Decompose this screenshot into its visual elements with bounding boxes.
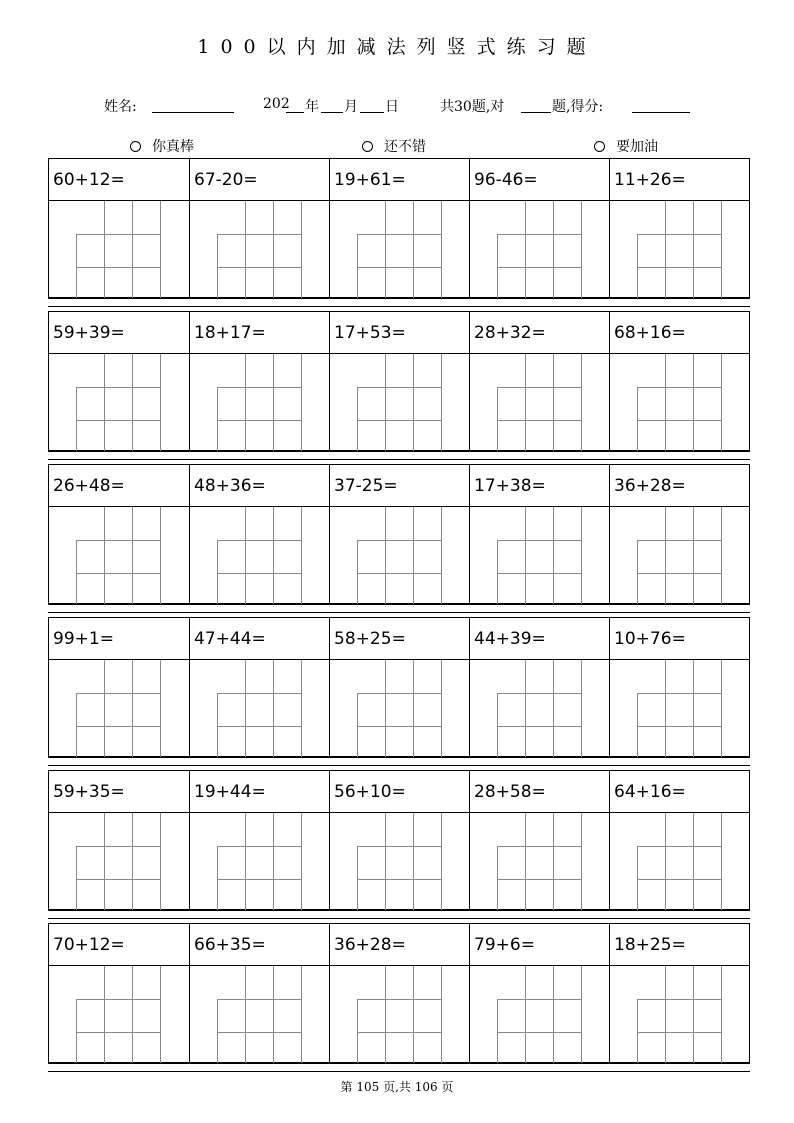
answer-grid[interactable] [76, 354, 160, 452]
problem-cell [189, 618, 329, 756]
grid-line [385, 201, 386, 299]
equation-text: 17+53= [330, 312, 469, 354]
answer-grid[interactable] [76, 660, 160, 758]
grid-line [581, 201, 582, 299]
grid-line [217, 693, 301, 694]
grid-line [160, 354, 161, 452]
grid-line [497, 1032, 581, 1033]
answer-grid[interactable] [76, 507, 160, 605]
problem-row [48, 923, 750, 1063]
grid-line [76, 420, 160, 421]
grid-line [721, 660, 722, 758]
equation-text: 48+36= [190, 465, 329, 507]
grid-line [76, 267, 160, 268]
grid-line [441, 201, 442, 299]
grid-line [497, 879, 581, 880]
grid-line [245, 813, 246, 911]
grid-line [637, 267, 721, 268]
radio-circle-icon[interactable] [362, 141, 373, 152]
grid-line [525, 660, 526, 758]
month-field[interactable] [321, 98, 343, 113]
grid-line [76, 726, 160, 727]
grid-line [497, 267, 581, 268]
grid-line [665, 201, 666, 299]
grid-line [160, 660, 161, 758]
grid-line [273, 660, 274, 758]
answer-grid[interactable] [357, 201, 441, 299]
grid-line [76, 573, 160, 574]
grid-line [525, 507, 526, 605]
grid-line [497, 693, 581, 694]
grid-line [581, 966, 582, 1064]
grid-line [665, 660, 666, 758]
grid-line [301, 507, 302, 605]
answer-grid[interactable] [497, 813, 581, 911]
grid-line [357, 693, 441, 694]
grid-line [637, 1032, 721, 1033]
problem-cell [609, 924, 749, 1062]
answer-grid[interactable] [637, 201, 721, 299]
equation-text: 67-20= [190, 159, 329, 201]
grid-line [357, 879, 441, 880]
grid-line [581, 660, 582, 758]
grid-line [413, 354, 414, 452]
grid-line [637, 879, 721, 880]
problem-cell [49, 312, 189, 450]
row-divider [48, 298, 750, 307]
problem-cell [469, 465, 609, 603]
answer-grid[interactable] [76, 966, 160, 1064]
grid-line [132, 354, 133, 452]
grid-line [357, 234, 441, 235]
grid-line [553, 354, 554, 452]
grid-line [76, 999, 160, 1000]
score-label: 题,得分: [552, 99, 604, 115]
answer-grid[interactable] [497, 201, 581, 299]
problem-cell [469, 618, 609, 756]
answer-grid[interactable] [217, 507, 301, 605]
problem-cell [609, 312, 749, 450]
equation-text: 66+35= [190, 924, 329, 966]
grid-line [273, 813, 274, 911]
equation-text: 36+28= [330, 924, 469, 966]
day-label: 日 [385, 99, 399, 115]
grid-line [217, 879, 301, 880]
grid-line [665, 966, 666, 1064]
grid-line [104, 966, 105, 1064]
answer-grid[interactable] [357, 660, 441, 758]
grid-line [245, 201, 246, 299]
answer-grid[interactable] [357, 813, 441, 911]
grid-line [553, 507, 554, 605]
grid-line [245, 507, 246, 605]
grid-line [637, 726, 721, 727]
problem-cell [469, 312, 609, 450]
rating-great[interactable] [130, 136, 194, 156]
grid-line [245, 354, 246, 452]
grid-line [525, 813, 526, 911]
name-field[interactable] [152, 98, 234, 113]
grid-line [665, 354, 666, 452]
equation-text: 68+16= [610, 312, 749, 354]
grid-line [217, 573, 301, 574]
problem-row [48, 617, 750, 757]
equation-text: 37-25= [330, 465, 469, 507]
equation-text: 28+58= [470, 771, 609, 813]
grid-line [357, 726, 441, 727]
answer-grid[interactable] [357, 966, 441, 1064]
grid-line [357, 1032, 441, 1033]
answer-grid[interactable] [637, 507, 721, 605]
grid-line [665, 507, 666, 605]
grid-line [693, 813, 694, 911]
equation-text: 36+28= [610, 465, 749, 507]
problem-cell [329, 771, 469, 909]
total-label: 共30题,对 [440, 99, 505, 115]
problem-cell [49, 465, 189, 603]
name-label: 姓名: [104, 99, 137, 115]
grid-line [693, 966, 694, 1064]
grid-line [497, 387, 581, 388]
grid-line [217, 540, 301, 541]
grid-line [104, 813, 105, 911]
row-divider [48, 757, 750, 766]
equation-text: 18+17= [190, 312, 329, 354]
problem-row [48, 311, 750, 451]
problem-cell [189, 771, 329, 909]
grid-line [553, 660, 554, 758]
grid-line [441, 660, 442, 758]
grid-line [497, 726, 581, 727]
grid-line [357, 540, 441, 541]
answer-grid[interactable] [357, 507, 441, 605]
grid-line [357, 846, 441, 847]
grid-line [132, 813, 133, 911]
equation-text: 56+10= [330, 771, 469, 813]
problem-cell [189, 465, 329, 603]
problem-cell [469, 924, 609, 1062]
problem-cell [329, 465, 469, 603]
grid-line [385, 660, 386, 758]
grid-line [721, 813, 722, 911]
grid-line [693, 660, 694, 758]
grid-line [637, 693, 721, 694]
grid-line [637, 420, 721, 421]
grid-line [385, 354, 386, 452]
grid-line [665, 813, 666, 911]
problem-cell [189, 924, 329, 1062]
grid-line [76, 234, 160, 235]
grid-line [217, 846, 301, 847]
grid-line [637, 846, 721, 847]
problem-row [48, 770, 750, 910]
grid-line [357, 267, 441, 268]
month-label: 月 [344, 99, 358, 115]
problem-cell [189, 159, 329, 297]
problem-cell [609, 771, 749, 909]
problem-cell [609, 465, 749, 603]
grid-line [301, 813, 302, 911]
grid-line [301, 354, 302, 452]
problem-row [48, 464, 750, 604]
equation-text: 96-46= [470, 159, 609, 201]
grid-line [76, 1032, 160, 1033]
grid-line [76, 846, 160, 847]
grid-line [721, 201, 722, 299]
equation-text: 28+32= [470, 312, 609, 354]
rating-label: 还不错 [384, 139, 426, 155]
grid-line [497, 846, 581, 847]
grid-line [217, 999, 301, 1000]
grid-line [497, 540, 581, 541]
equation-text: 44+39= [470, 618, 609, 660]
answer-grid[interactable] [497, 966, 581, 1064]
grid-line [413, 201, 414, 299]
grid-line [217, 387, 301, 388]
page-footer: 第 105 页,共 106 页 [340, 1080, 454, 1094]
grid-line [357, 999, 441, 1000]
grid-line [525, 354, 526, 452]
answer-grid[interactable] [217, 813, 301, 911]
year-label: 年 [305, 99, 319, 115]
grid-line [76, 879, 160, 880]
problem-cell [329, 159, 469, 297]
grid-line [217, 726, 301, 727]
problem-cell [189, 312, 329, 450]
score-field[interactable] [632, 98, 690, 113]
grid-line [693, 354, 694, 452]
grid-line [413, 507, 414, 605]
grid-line [721, 966, 722, 1064]
problem-cell [49, 159, 189, 297]
grid-line [357, 573, 441, 574]
year-prefix: 202 [263, 96, 290, 112]
grid-line [104, 201, 105, 299]
grid-line [385, 966, 386, 1064]
row-divider [48, 910, 750, 919]
answer-grid[interactable] [497, 507, 581, 605]
grid-line [273, 966, 274, 1064]
answer-grid[interactable] [76, 201, 160, 299]
grid-line [553, 813, 554, 911]
equation-text: 70+12= [49, 924, 189, 966]
grid-line [637, 234, 721, 235]
grid-line [441, 813, 442, 911]
equation-text: 18+25= [610, 924, 749, 966]
rating-label: 要加油 [616, 139, 658, 155]
rating-good[interactable] [362, 136, 426, 156]
grid-line [497, 420, 581, 421]
grid-line [441, 354, 442, 452]
year-field[interactable] [286, 98, 304, 113]
equation-text: 60+12= [49, 159, 189, 201]
grid-line [245, 966, 246, 1064]
grid-line [160, 966, 161, 1064]
grid-line [413, 813, 414, 911]
grid-line [721, 507, 722, 605]
equation-text: 58+25= [330, 618, 469, 660]
grid-line [553, 201, 554, 299]
problem-cell [49, 618, 189, 756]
grid-line [217, 234, 301, 235]
grid-line [76, 387, 160, 388]
grid-line [413, 966, 414, 1064]
equation-text: 10+76= [610, 618, 749, 660]
equation-text: 59+35= [49, 771, 189, 813]
equation-text: 26+48= [49, 465, 189, 507]
answer-grid[interactable] [637, 660, 721, 758]
answer-grid[interactable] [76, 813, 160, 911]
problem-cell [609, 618, 749, 756]
problem-cell [469, 159, 609, 297]
grid-line [581, 507, 582, 605]
problem-row [48, 158, 750, 298]
grid-line [525, 201, 526, 299]
radio-circle-icon[interactable] [594, 141, 605, 152]
problem-cell [469, 771, 609, 909]
grid-line [553, 966, 554, 1064]
equation-text: 11+26= [610, 159, 749, 201]
answer-grid[interactable] [637, 813, 721, 911]
answer-grid[interactable] [637, 966, 721, 1064]
grid-line [217, 420, 301, 421]
answer-grid[interactable] [217, 660, 301, 758]
problem-cell [609, 159, 749, 297]
grid-line [357, 387, 441, 388]
grid-line [301, 201, 302, 299]
grid-line [497, 999, 581, 1000]
grid-line [245, 660, 246, 758]
row-divider [48, 1063, 750, 1072]
grid-line [441, 507, 442, 605]
grid-line [132, 507, 133, 605]
answer-grid[interactable] [497, 660, 581, 758]
grid-line [132, 660, 133, 758]
equation-text: 47+44= [190, 618, 329, 660]
rating-label: 你真棒 [152, 139, 194, 155]
problem-cell [329, 924, 469, 1062]
equation-text: 19+44= [190, 771, 329, 813]
row-divider [48, 451, 750, 460]
grid-line [525, 966, 526, 1064]
grid-line [160, 507, 161, 605]
grid-line [637, 999, 721, 1000]
grid-line [273, 507, 274, 605]
day-field[interactable] [360, 98, 384, 113]
answer-grid[interactable] [217, 966, 301, 1064]
grid-line [76, 540, 160, 541]
equation-text: 64+16= [610, 771, 749, 813]
answer-grid[interactable] [217, 201, 301, 299]
grid-line [160, 201, 161, 299]
rating-try-harder[interactable] [594, 136, 658, 156]
grid-line [301, 966, 302, 1064]
equation-text: 59+39= [49, 312, 189, 354]
grid-line [132, 966, 133, 1064]
answer-grid[interactable] [637, 354, 721, 452]
grid-line [273, 354, 274, 452]
page-title: 100以内加减法列竖式练习题 [197, 36, 597, 58]
problem-cell [329, 312, 469, 450]
grid-line [721, 354, 722, 452]
problem-cell [329, 618, 469, 756]
radio-circle-icon[interactable] [130, 141, 141, 152]
grid-line [301, 660, 302, 758]
grid-line [441, 966, 442, 1064]
equation-text: 79+6= [470, 924, 609, 966]
grid-line [385, 813, 386, 911]
problem-cell [49, 771, 189, 909]
grid-line [104, 507, 105, 605]
grid-line [581, 813, 582, 911]
answer-grid[interactable] [497, 354, 581, 452]
grid-line [217, 267, 301, 268]
equation-text: 99+1= [49, 618, 189, 660]
row-divider [48, 604, 750, 613]
equation-text: 19+61= [330, 159, 469, 201]
grid-line [104, 660, 105, 758]
grid-line [637, 573, 721, 574]
grid-line [413, 660, 414, 758]
grid-line [217, 1032, 301, 1033]
grid-line [132, 201, 133, 299]
answer-grid[interactable] [217, 354, 301, 452]
grid-line [497, 234, 581, 235]
problem-cell [49, 924, 189, 1062]
grid-line [160, 813, 161, 911]
grid-line [581, 354, 582, 452]
answer-grid[interactable] [357, 354, 441, 452]
equation-text: 17+38= [470, 465, 609, 507]
correct-field[interactable] [521, 98, 551, 113]
grid-line [76, 693, 160, 694]
grid-line [693, 201, 694, 299]
grid-line [637, 387, 721, 388]
grid-line [104, 354, 105, 452]
grid-line [693, 507, 694, 605]
grid-line [497, 573, 581, 574]
grid-line [273, 201, 274, 299]
grid-line [385, 507, 386, 605]
grid-line [357, 420, 441, 421]
grid-line [637, 540, 721, 541]
